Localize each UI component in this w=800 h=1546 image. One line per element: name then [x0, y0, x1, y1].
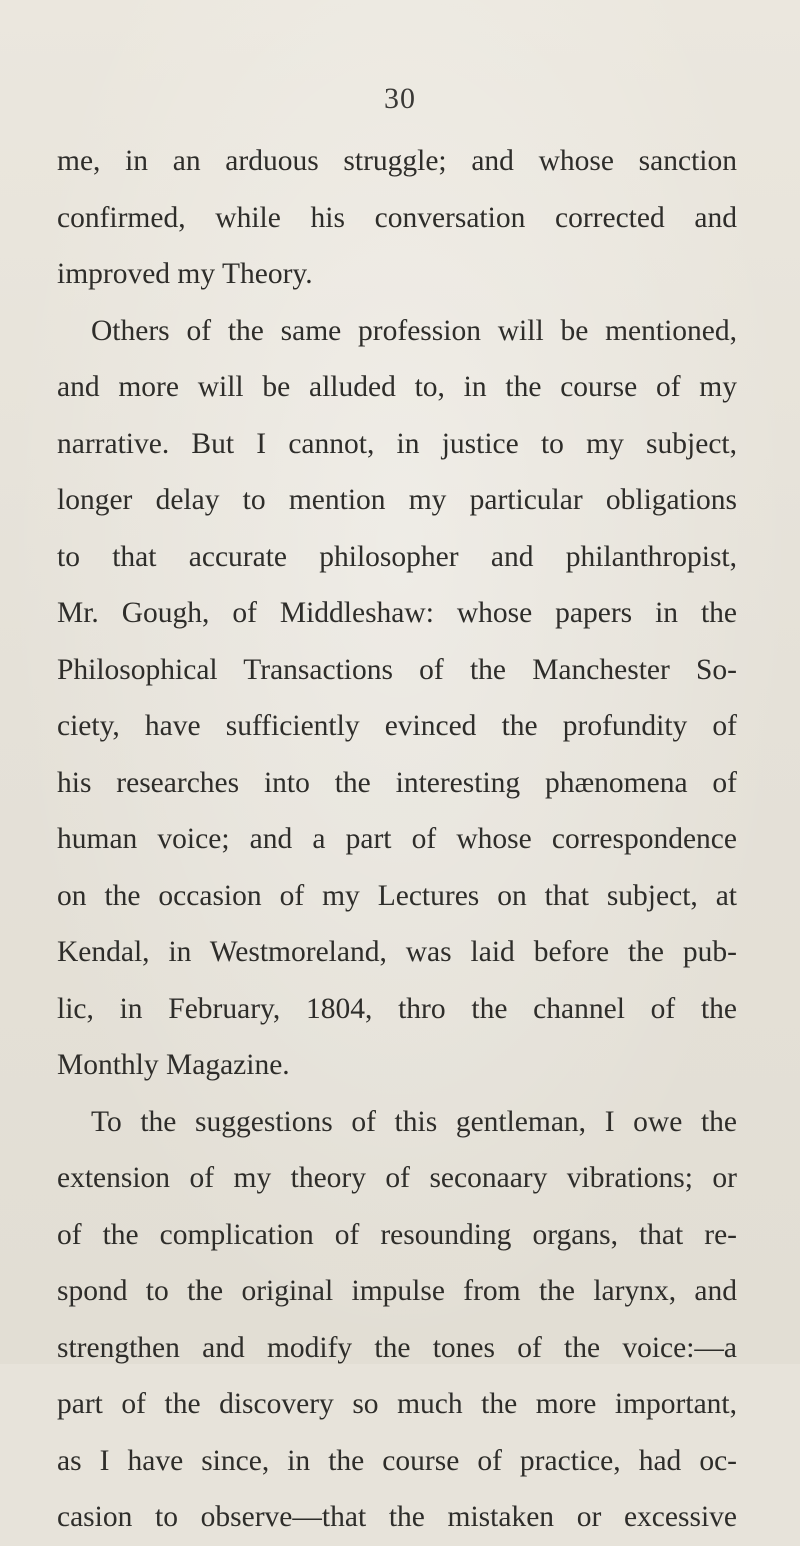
paragraph-start-line: Others of the same profession will be mentioned, — [91, 314, 737, 347]
text-line: to that accurate philosopher and philanthropist, — [57, 540, 737, 573]
body-text — [57, 133, 737, 1546]
text-line: Monthly Magazine. — [57, 1049, 290, 1081]
text-line: strengthen and modify the tones of the voice:—a — [57, 1331, 737, 1364]
text-line: casion to observe—that the mistaken or excessive — [57, 1501, 737, 1533]
page-number: 30 — [384, 82, 416, 115]
text-line: extension of my theory of seconaary vibrations; or — [57, 1162, 737, 1194]
text-line: on the occasion of my Lectures on that subject, at — [57, 879, 737, 912]
text-line: Mr. Gough, of Middleshaw: whose papers in the — [57, 597, 737, 629]
text-line: ciety, have sufficiently evinced the profundity of — [57, 710, 737, 742]
text-line: narrative. But I cannot, in justice to my subject, — [57, 427, 737, 460]
text-line: of the complication of resounding organs, that re- — [57, 1218, 737, 1251]
text-line: and more will be alluded to, in the course of my — [57, 371, 737, 403]
text-line: Philosophical Transactions of the Manchester So- — [57, 653, 737, 686]
text-line: Kendal, in Westmoreland, was laid before the pub- — [57, 936, 737, 968]
text-line: improved my Theory. — [57, 258, 313, 290]
text-line: spond to the original impulse from the larynx, and — [57, 1275, 737, 1307]
text-line: as I have since, in the course of practice, had oc- — [57, 1444, 737, 1477]
text-line: longer delay to mention my particular obligations — [57, 484, 737, 516]
text-line: his researches into the interesting phænomena of — [57, 766, 737, 799]
text-line: human voice; and a part of whose correspondence — [57, 823, 737, 855]
text-line: lic, in February, 1804, thro the channel of the — [57, 992, 737, 1025]
text-line: me, in an arduous struggle; and whose sanction — [57, 145, 737, 177]
text-line: confirmed, while his conversation corrected and — [57, 201, 737, 234]
text-line: part of the discovery so much the more important, — [57, 1388, 737, 1420]
paragraph-start-line: To the suggestions of this gentleman, I owe the — [91, 1105, 737, 1138]
